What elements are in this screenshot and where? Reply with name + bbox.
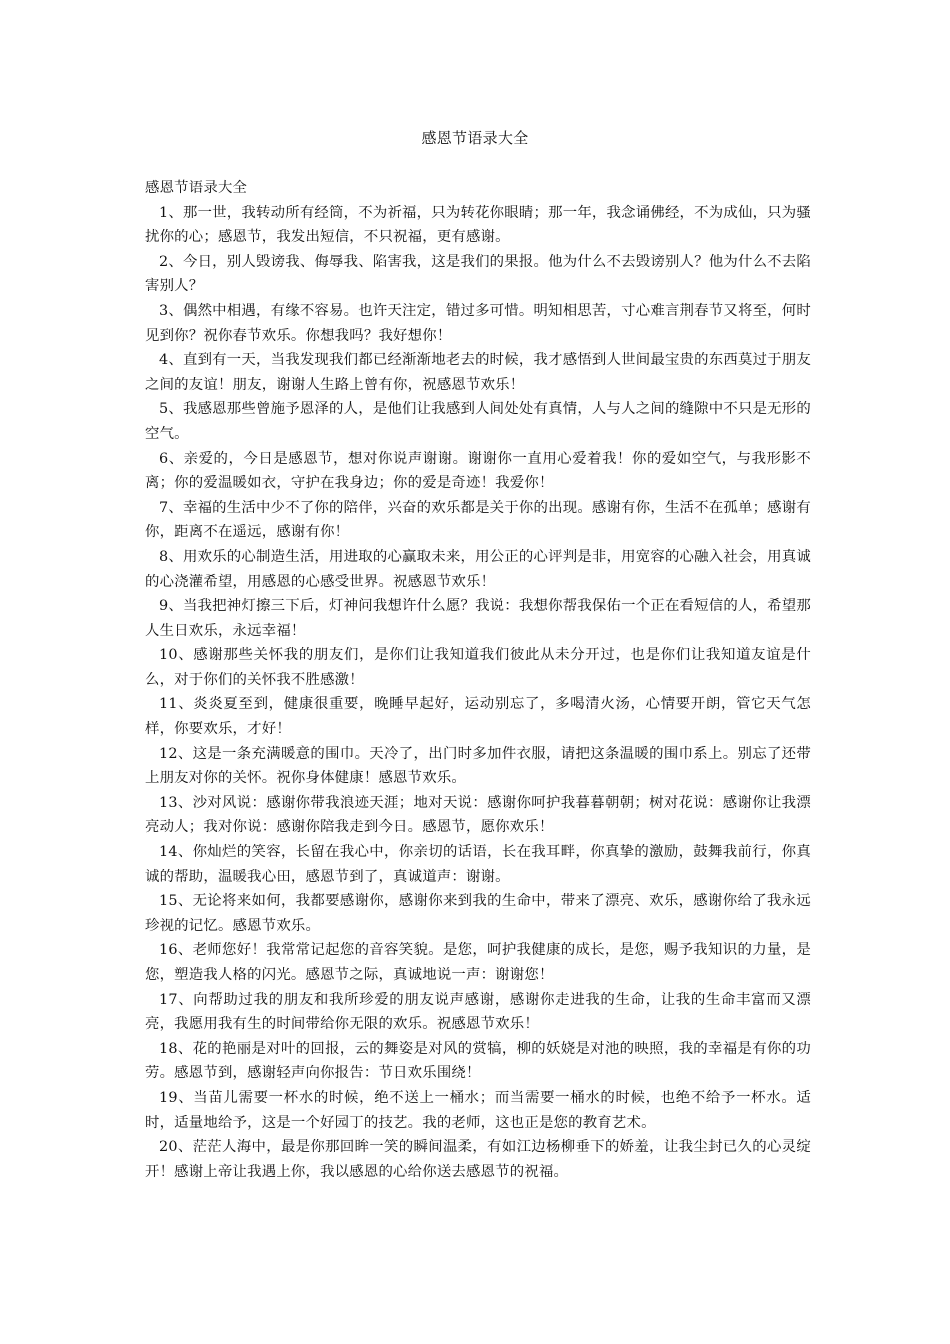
paragraph-5: 5、我感恩那些曾施予恩泽的人，是他们让我感到人间处处有真情，人与人之间的缝隙中不只是无形的空气。 <box>145 401 811 442</box>
paragraph-2: 2、今日，别人毁谤我、侮辱我、陷害我，这是我们的果报。他为什么不去毁谤别人？他为什么不去陷害别人？ <box>145 253 811 295</box>
paragraph-17: 17、向帮助过我的朋友和我所珍爱的朋友说声感谢，感谢你走进我的生命，让我的生命丰富而又漂亮，我愿用我有生的时间带给你无限的欢乐。祝感恩节欢乐！ <box>145 991 811 1033</box>
paragraph-7: 7、幸福的生活中少不了你的陪伴，兴奋的欢乐都是关于你的出现。感谢有你，生活不在孤单；感谢有你，距离不在遥远，感谢有你！ <box>145 499 811 541</box>
paragraph-4: 4、直到有一天，当我发现我们都已经渐渐地老去的时候，我才感悟到人世间最宝贵的东西莫过于朋友之间的友谊！朋友，谢谢人生路上曾有你，祝感恩节欢乐！ <box>145 352 811 393</box>
paragraph-18: 18、花的艳丽是对叶的回报，云的舞姿是对风的赏犒，柳的妖娆是对池的映照，我的幸福是有你的功劳。感恩节到，感谢轻声向你报告：节日欢乐围绕！ <box>145 1040 811 1082</box>
paragraph-1: 1、那一世，我转动所有经筒，不为祈福，只为转花你眼睛；那一年，我念诵佛经，不为成仙，只为骚扰你的心；感恩节，我发出短信，不只祝福，更有感谢。 <box>145 204 811 246</box>
paragraph-20: 20、茫茫人海中，最是你那回眸一笑的瞬间温柔，有如江边杨柳垂下的娇羞，让我尘封已久的心灵绽开！感谢上帝让我遇上你，我以感恩的心给你送去感恩节的祝福。 <box>145 1139 811 1180</box>
paragraph-8: 8、用欢乐的心制造生活，用进取的心赢取未来，用公正的心评判是非，用宽容的心融入社会，用真诚的心浇灌希望，用感恩的心感受世界。祝感恩节欢乐！ <box>145 548 811 590</box>
paragraph-6: 6、亲爱的，今日是感恩节，想对你说声谢谢。谢谢你一直用心爱着我！你的爱如空气，与我形影不离；你的爱温暖如衣，守护在我身边；你的爱是奇迹！我爱你！ <box>145 450 811 492</box>
paragraph-15: 15、无论将来如何，我都要感谢你，感谢你来到我的生命中，带来了漂亮、欢乐，感谢你给了我永远珍视的记忆。感恩节欢乐。 <box>145 893 811 934</box>
paragraph-14: 14、你灿烂的笑容，长留在我心中，你亲切的话语，长在我耳畔，你真挚的激励，鼓舞我前行，你真诚的帮助，温暖我心田，感恩节到了，真诚道声：谢谢。 <box>145 844 811 885</box>
paragraph-11: 11、炎炎夏至到，健康很重要，晚睡早起好，运动别忘了，多喝清火汤，心情要开朗，管它天气怎样，你要欢乐，才好！ <box>145 696 811 738</box>
paragraph-10: 10、感谢那些关怀我的朋友们，是你们让我知道我们彼此从未分开过，也是你们让我知道友谊是什么，对于你们的关怀我不胜感激！ <box>145 647 811 688</box>
document-body <box>145 176 811 1184</box>
paragraph-13: 13、沙对风说：感谢你带我浪迹天涯；地对天说：感谢你呵护我暮暮朝朝；树对花说：感谢你让我漂亮动人；我对你说：感谢你陪我走到今日。感恩节，愿你欢乐！ <box>145 794 811 836</box>
page-title: 感恩节语录大全 <box>421 129 529 147</box>
paragraph-3: 3、偶然中相遇，有缘不容易。也许天注定，错过多可惜。明知相思苦，寸心难言荆春节又将至，何时见到你？祝你春节欢乐。你想我吗？我好想你！ <box>145 302 811 344</box>
paragraph-19: 19、当苗儿需要一杯水的时候，绝不送上一桶水；而当需要一桶水的时候，也绝不给予一杯水。适时，适量地给予，这是一个好园丁的技艺。我的老师，这也正是您的教育艺术。 <box>145 1089 811 1131</box>
paragraph-16: 16、老师您好！我常常记起您的音容笑貌。是您，呵护我健康的成长，是您，赐予我知识的力量，是您，塑造我人格的闪光。感恩节之际，真诚地说一声：谢谢您！ <box>145 942 811 983</box>
document-subtitle: 感恩节语录大全 <box>145 180 248 196</box>
paragraph-9: 9、当我把神灯擦三下后，灯神问我想许什么愿？我说：我想你帮我保佑一个正在看短信的人，希望那人生日欢乐，永远幸福！ <box>145 598 811 639</box>
paragraph-12: 12、这是一条充满暖意的围巾。天冷了，出门时多加件衣服，请把这条温暖的围巾系上。别忘了还带上朋友对你的关怀。祝你身体健康！感恩节欢乐。 <box>145 745 811 787</box>
